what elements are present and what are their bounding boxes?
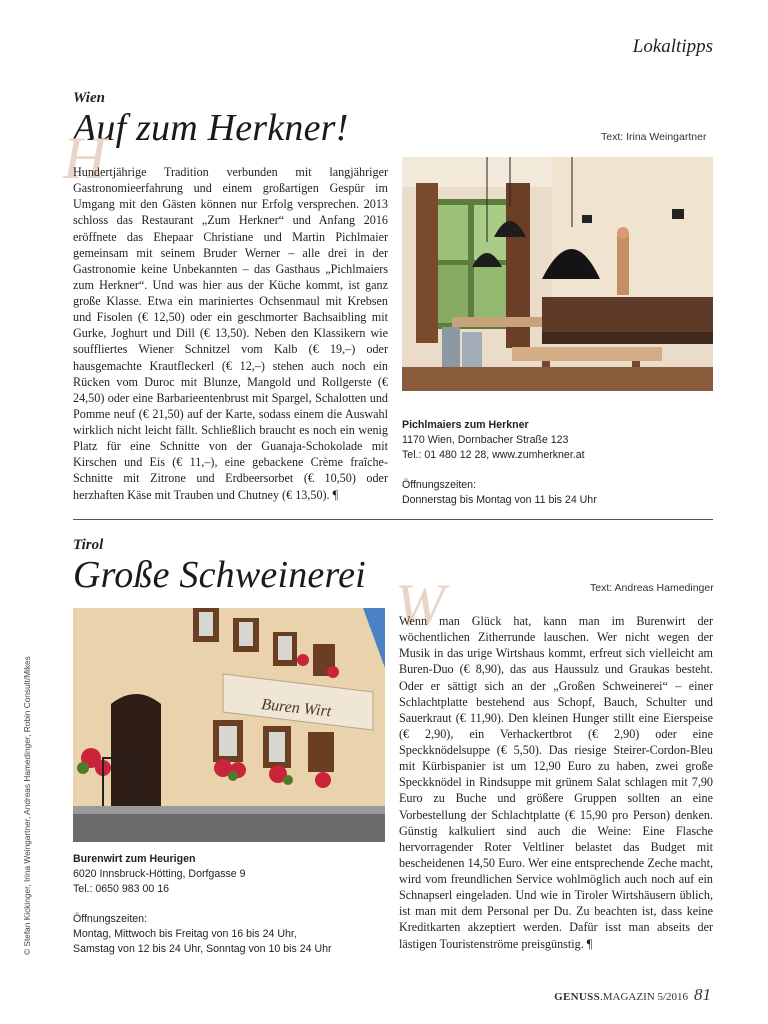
photo-credit: © Stefan Kickinger, Irina Weingartner, Andreas Hamedinger, Robin Consult/Mikes (22, 656, 32, 955)
article2-hours-line1: Montag, Mittwoch bis Freitag von 16 bis 24 Uhr, (73, 928, 297, 940)
article2-hours-label: Öffnungszeiten: (73, 913, 148, 925)
article1-title: Auf zum Herkner! (73, 107, 349, 149)
article1-info-address: 1170 Wien, Dornbacher Straße 123 (402, 434, 569, 446)
article1-hours-label: Öffnungszeiten: (402, 479, 477, 491)
article2-title: Große Schweinerei (73, 554, 366, 596)
article2-region: Tirol (73, 537, 104, 553)
article1-credit: Text: Irina Weingartner (601, 131, 707, 143)
burenwirt-sign-text: Buren Wirt (260, 696, 333, 721)
burenwirt-facade-photo (73, 608, 385, 842)
article1-info (402, 418, 597, 508)
article1-info-contact: Tel.: 01 480 12 28, www.zumherkner.at (402, 449, 585, 461)
article1-info-name: Pichlmaiers zum Herkner (402, 419, 529, 431)
article2-dropcap: W (395, 572, 445, 638)
article1-hours: Donnerstag bis Montag von 11 bis 24 Uhr (402, 494, 597, 506)
restaurant-interior-photo (402, 157, 713, 391)
article2-info-name: Burenwirt zum Heurigen (73, 853, 196, 865)
article2-info-address: 6020 Innsbruck-Hötting, Dorfgasse 9 (73, 868, 246, 880)
footer-magazine: .MAGAZIN 5/2016 (600, 991, 688, 1003)
page-number: 81 (694, 985, 711, 1004)
footer-brand: GENUSS (554, 991, 600, 1003)
article1-region: Wien (73, 90, 105, 106)
article2-info-contact: Tel.: 0650 983 00 16 (73, 883, 170, 895)
article1-body-text: Hundertjährige Tradition verbunden mit langjähriger Gastronomieerfahrung und einem großartigen Gespür im Umgang mit den Gästen können nur Erfolg versprechen. 2013 schloss das Restaurant „Zum Herkner“ und Anfang 2016 eröffnete das Ehepaar Christiane und Martin Pichlmaier gemeinsam mit seinem Bruder Werner – alle drei in der Gastronomie keine Unbekannten – das Gasthaus „Pichlmaiers zum Herkner“. Und was hier aus der Küche kommt, ist ganz große Klasse. Etwa ein mariniertes Ochsenmaul mit Krebsen und Fisolen (€ 12,50) oder ein geschmorter Bachsaibling mit Gurke, Joghurt und Dill (€ 13,50). Neben den Klassikern wie souffliertes Wiener Schnitzel vom Kalb (€ 19,–) oder hausgemachte Krautfleckerl (€ 12,–) stehen auch noch ein Rücken vom Duroc mit Blunze, Mangold und Rollgerste (€ 24,50) oder eine Barbarieentenbrust mit Spargel, Schalotten und Pomme neuf (€ 21,50) auf der Karte, sodass einem die Auswahl wirklich nicht leicht fällt. Schließlich braucht es noch ein wenig Platz für eine Schnitte von der Guanaja-Schokolade mit Kirschen und Eis (€ 11,–), eine gebackene Crème fraîche-Schnitte mit Zitrone und Erdbeersorbet (€ 10,50) oder herzhaften Käse mit Trauben und Chutney (€ 13,50). ¶ (73, 165, 388, 502)
article2-body-text: Wenn man Glück hat, kann man im Burenwirt der wöchentlichen Zitherrunde lauschen. Wer nicht wegen der Musik in das urige Wirtshaus kommt, erfreut sich vielleicht am Buren-Duo (€ 8,90), das aus Haussulz und Graukas besteht. Oder er sättigt sich an der „Großen Schweinerei“ – einer Schlachtplatte bestehend aus Schopf, Bauch, Schulter und Sauerkraut (€ 11,90). Den kleinen Hunger stillt eine Eierspeise (€ 2,90), ein Verhackertbrot (€ 2,90) oder eine Speckknödelsuppe (€ 5,50). Das riesige Steirer-Cordon-Bleu mit Kürbispanier ist um 12,90 Euro zu haben, zwei große Speckknödel in Rindsuppe mit grünem Salat schlagen mit 7,90 Euro zu Buche und größere Gruppen sollten an eine Vorbestellung der Schlachtplatte (€ 15,90 pro Person) denken. Günstig kalkuliert sind auch die Weine: Eine Flasche hervorragender Roter Veltliner belastet das Budget mit bescheidenen 14,50 Euro. Wer eine entsprechende Zeche macht, wird vom freundlichen Service wohlmöglich auch noch auf ein Schnapserl eingeladen. Und wie in Tiroler Wirtshäusern üblich, ist man mit dem Personal per Du. Zu beachten ist, dass keine Kreditkarten akzeptiert werden. Dafür isst man abseits der lästigen Touristenströme preisgünstig. ¶ (399, 614, 713, 951)
section-divider (73, 519, 713, 520)
article1-dropcap: H (63, 125, 107, 191)
article2-info (73, 852, 332, 957)
section-label: Lokaltipps (632, 36, 713, 57)
article2-hours-line2: Samstag von 12 bis 24 Uhr, Sonntag von 10 bis 24 Uhr (73, 943, 332, 955)
article2-credit: Text: Andreas Hamedinger (590, 582, 714, 594)
page-footer (554, 985, 711, 1005)
